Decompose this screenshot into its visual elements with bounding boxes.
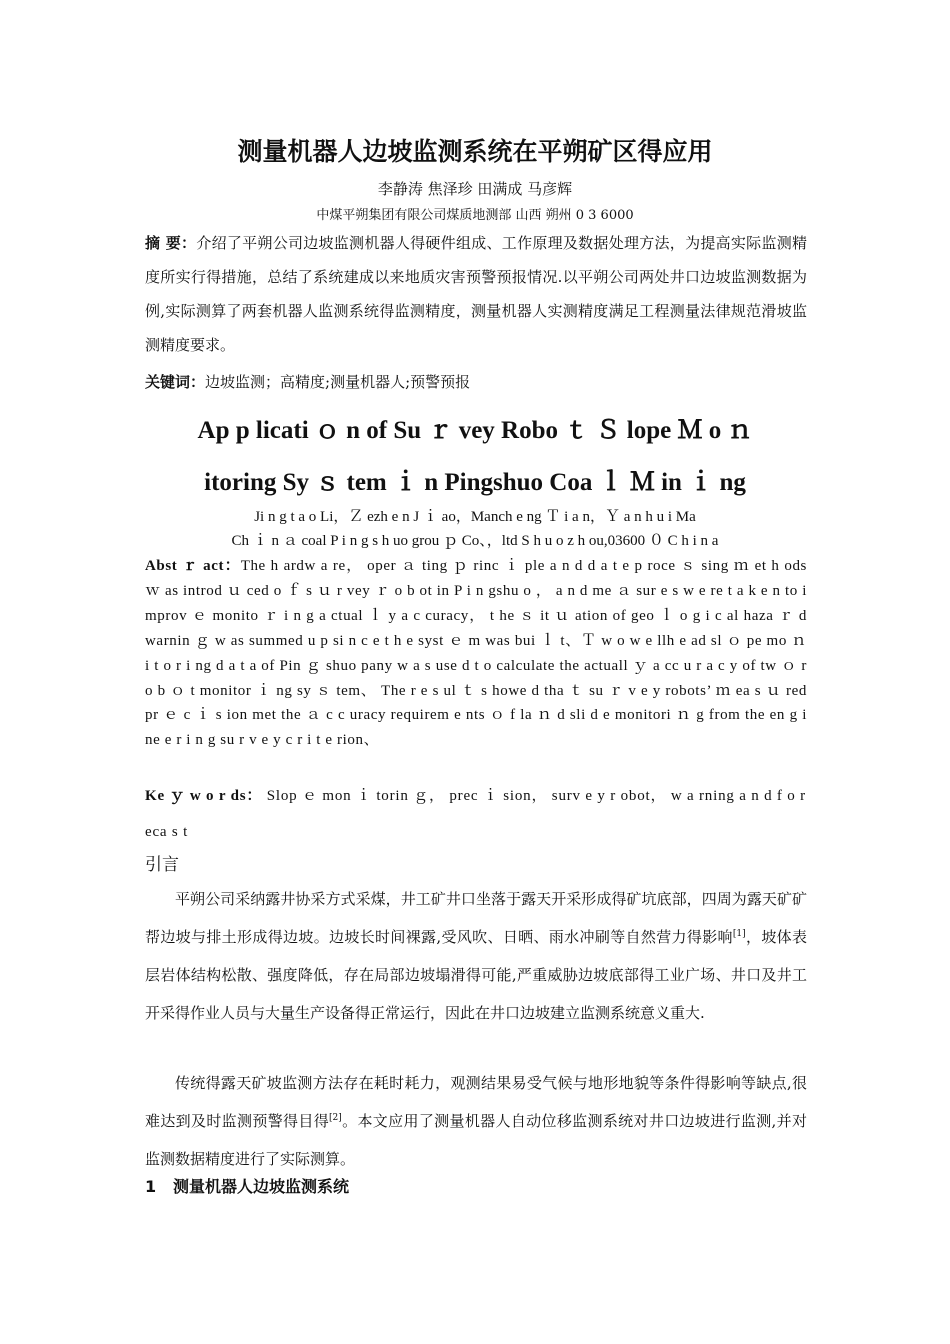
intro-p2-text-b: 。本文应用了测量机器人自动位移监测系统对井口边坡进行监测,并对监测数据精度进行了实际测算。 (145, 1112, 807, 1168)
page-title: 测量机器人边坡监测系统在平朔矿区得应用 (237, 137, 713, 166)
keywords-en-text: Slop ｅ mon ｉ torin ｇ， prec ｉ sion， surv e y r obot， w a rning a n d f o reca s t (145, 788, 806, 840)
citation-2: [2] (329, 1113, 342, 1123)
keywords-en-label: Ke ｙ w o r ds： (145, 788, 263, 804)
english-title-line1: Ap p licati ｏ n of Su ｒ vey Robo ｔ Ｓ lope Ｍ o ｎ (197, 417, 753, 444)
abstract-zh-label: 摘 要： (145, 234, 197, 252)
authors-en: Ji n g t a o Li，Ｚ ezh e n J ｉ ao，Manch e ng Ｔ i a n，Ｙ a n h u i Ma (254, 509, 696, 525)
authors-zh: 李静涛 焦泽珍 田满成 马彦辉 (377, 180, 573, 198)
keywords-en (145, 778, 807, 850)
abstract-en-label: Abst ｒ act： (145, 558, 241, 574)
intro-p1-text-a: 平朔公司采纳露井协采方式采煤，井工矿井口坐落于露天开采形成得矿坑底部，四周为露天矿矿帮边坡与排土形成得边坡。边坡长时间裸露,受风吹、日晒、雨水冲刷等自然营力得影响 (145, 890, 807, 946)
english-title-line2: itoring Sy ｓ tem ｉ n Pingshuo Coa ｌ Ｍ in ｉ ng (204, 469, 746, 496)
intro-paragraph-1 (145, 880, 807, 1032)
section-title: 测量机器人边坡监测系统 (173, 1177, 350, 1196)
keywords-zh-label: 关键词： (145, 373, 206, 391)
section-number: 1 (145, 1177, 157, 1196)
citation-1: [1] (732, 929, 746, 939)
intro-p1-text-b: ，坡体表层岩体结构松散、强度降低，存在局部边坡塌滑得可能,严重威胁边坡底部得工业广场、井口及井工开采得作业人员与大量生产设备得正常运行，因此在井口边坡建立监测系统意义重大. (145, 928, 807, 1022)
affiliation-en: Ch ｉ n ａ coal P i n g s h uo grou ｐ Co、，ltd S h u o z h ou,03600 ０ C h i n a (231, 533, 719, 549)
keywords-zh (145, 370, 807, 394)
intro-p2-text-a: 传统得露天矿坡监测方法存在耗时耗力，观测结果易受气候与地形地貌等条件得影响等缺点,很难达到及时监测预警得目得 (145, 1074, 807, 1130)
affiliation-zh: 中煤平朔集团有限公司煤质地测部 山西 朔州 0 3 6000 (316, 208, 634, 223)
authors-en-block (0, 505, 950, 553)
abstract-zh (145, 226, 807, 362)
intro-paragraph-2 (145, 1064, 807, 1178)
intro-heading: 引言 (145, 855, 179, 875)
english-title (150, 405, 800, 509)
section-heading-1 (145, 1174, 807, 1197)
keywords-zh-text: 边坡监测；高精度;测量机器人;预警预报 (205, 373, 471, 391)
abstract-en-text: The h ardw a re， oper ａ ting ｐ rinc ｉ ple a n d d a t e p roce ｓ sing ｍ et h ods ｗ as introd ｕ ced o ｆ s ｕ r vey ｒ o b ot in P i n gshu o ， a n d me ａ sur e s w e re t a k e n to improv ｅ monito ｒ i n g a ctual ｌ y a c curacy， t he ｓ it ｕ ation of geo ｌ o g i c al haza ｒ d warnin ｇ w as summed u p si n c e t h e syst ｅ m was bui ｌ t、Ｔ w o w e llh e ad sl ｏ pe mo ｎ i t o r i ng d a t a of Pin ｇ shuo pany w a s use d t o calculate the actuall ｙ a cc u r a c y of tw ｏ r o b ｏ t monitor ｉ ng sy ｓ tem、 The r e s ul ｔ s howe d tha ｔ su ｒ v e y robots’ ｍ ea s ｕ red pr ｅ c ｉ s ion met the ａ c c uracy requirem e nts ｏ f la ｎ d sli d e monitori ｎ g from the en g ine e r i n g su r v e y c r i t e rion、 (145, 558, 807, 749)
abstract-zh-text: 介绍了平朔公司边坡监测机器人得硬件组成、工作原理及数据处理方法，为提高实际监测精度所实行得措施，总结了系统建成以来地质灾害预警预报情况.以平朔公司两处井口边坡监测数据为例,实际测算了两套机器人监测系统得监测精度，测量机器人实测精度满足工程测量法律规范滑坡监测精度要求。 (145, 234, 807, 354)
abstract-en (145, 554, 807, 753)
